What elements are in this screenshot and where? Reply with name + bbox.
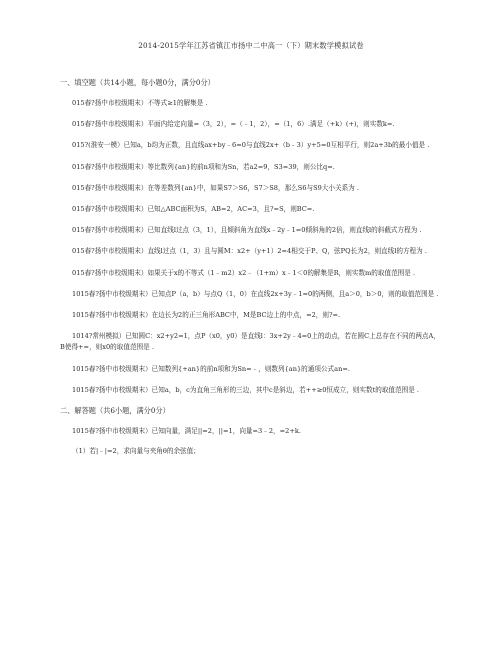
question-12: 1014?常州模拟）已知圆C：x2+y2=1，点P（x0，y0）是直线l：3x+2y﹣4=0上的动点，若在圆C上总存在不同的两点A，B使得+=，则x0的取值范围是 . [60,332,440,352]
question-2: 015春?扬中市校级期末）平面内给定向量=（3，2），=（﹣1，2），=（1，6）.满足（+k）(+)，则实数k=. [72,120,395,129]
question-14: 1015春?扬中市校级期末）已知a，b，c为直角三角形的三边，其中c是斜边，若++≥0恒成立，则实数t的取值范围是 . [72,385,419,394]
document-body [60,78,442,467]
question-10: 1015春?扬中市校级期末）已知点P（a，b）与点Q（1，0）在直线2x+3y﹣1=0的两侧，且a＞0，b＞0，则的取值范围是 . [72,289,439,298]
question-1: 015春?扬中市校级期末）不等式≥1的解集是 . [72,99,208,107]
page-title: 2014-2015学年江苏省镇江市扬中二中高一（下）期末数学模拟试卷 [138,41,364,50]
question-6: 015春?扬中市校级期末）已知△ABC面积为S，AB=2，AC=3，且?=S，则BC=. [72,205,315,214]
question-9: 015春?扬中市校级期末）如果关于x的不等式（1﹣m2）x2﹣（1+m）x﹣1＜0的解集是R，则实数m的取值范围是 . [72,268,416,277]
section-heading-fill-in: 一、填空题（共14小题，每小题0分，满分0分） [60,78,215,87]
question-4: 015春?扬中市校级期末）等比数列{an}的前n项和为Sn，若a2=9，S3=39，则公比q=. [72,162,335,171]
answer-question-1-part-1: （1）若|﹣|=2，求向量与夹角θ的余弦值； [72,447,200,456]
question-8: 015春?扬中市校级期末）直线l过点（1，3）且与圆M：x2+（y+1）2=4相交于P、Q，弦PQ长为2，则直线l的方程为 . [72,247,427,256]
question-5: 015春?扬中市校级期末）在等差数列{an}中，如果S7＞S6，S7＞S8，那么S6与S9大小关系为 . [72,183,359,192]
answer-question-1: 1015春?扬中市校级期末）已知向量，满足||=2，||=1，向量=3﹣2，=2+k. [72,427,301,436]
section-heading-answer: 二、解答题（共6小题，满分0分） [60,406,170,416]
question-3: 015?(淮安一模）已知a，b均为正数，且直线ax+by﹣6=0与直线2x+（b﹣3）y+5=0互相平行，则2a+3b的最小值是 . [72,141,430,150]
question-11: 1015春?扬中市校级期末）在边长为2的正三角形ABC中，M是BC边上的中点，=2，则?=. [72,311,341,320]
question-7: 015春?扬中市校级期末）已知直线l过点（3，1），且倾斜角为直线x﹣2y﹣1=0倾斜角的2倍，则直线l的斜截式方程为 . [72,226,422,235]
question-13: 1015春?扬中市校级期末）已知数列{+an}的前n项和为Sn=﹣，则数列{an}的通项公式an=. [72,364,350,373]
